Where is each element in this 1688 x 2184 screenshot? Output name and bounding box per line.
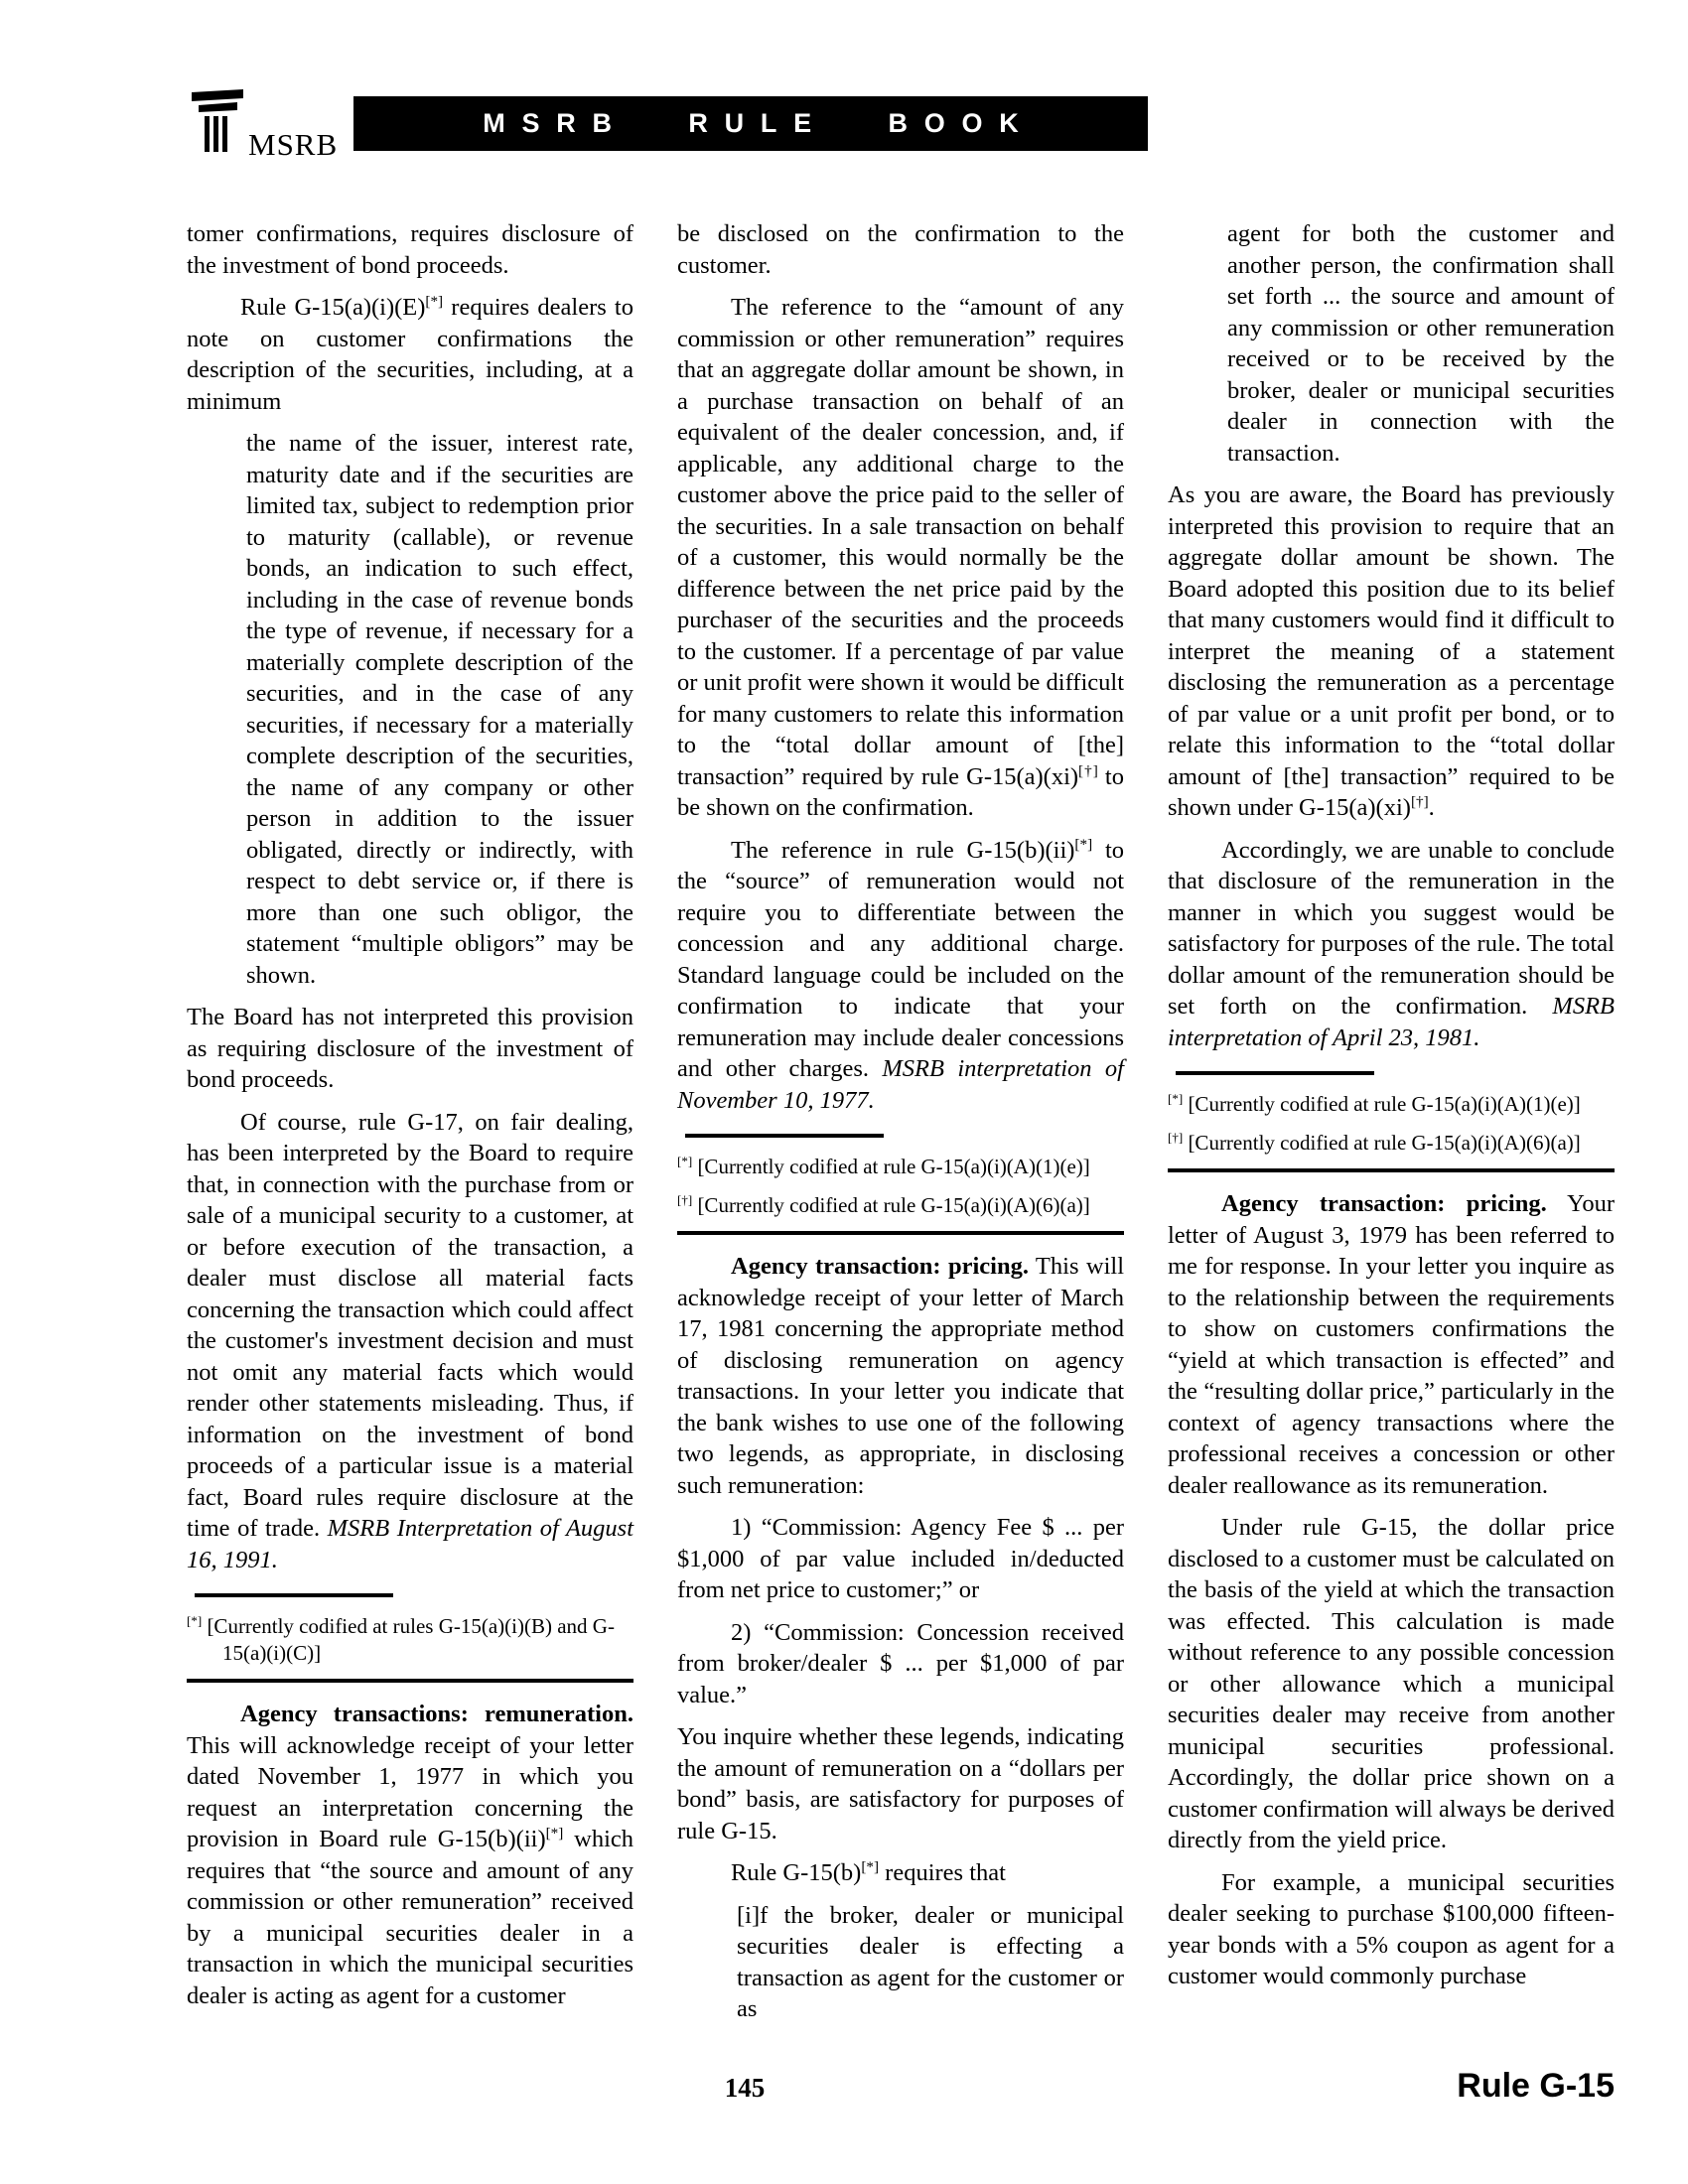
banner-title-bar — [353, 96, 1148, 151]
footnote-marker-dagger: [†] — [1410, 792, 1429, 810]
rule-text-quote-continuation: agent for both the customer and another person, the confirmation shall set forth ... the source and amount of any commission or other remuneration received or to be received by the broker, dealer or municipal securities dealer in connection with the transaction. — [1227, 220, 1615, 467]
agency-transaction-pricing-paragraph: Agency transaction: pricing. This will acknowledge receipt of your letter of March 17, 1981 concerning the appropriate method of disclosing remuneration on agency transactions. In your letter you indicate that the bank wishes to use one of the following two legends, as appropriate, in disclosing such remuneration: — [677, 1253, 1125, 1499]
page-body — [187, 218, 1617, 2036]
continuation-paragraph: tomer confirmations, requires disclosure of the investment of bond proceeds. — [187, 220, 633, 279]
section-divider — [187, 1679, 633, 1683]
section-divider — [1168, 1168, 1615, 1172]
rule-g15b-paragraph: Rule G-15(b)[*] requires that — [731, 1857, 1006, 1886]
rule-g15-description-paragraph: Rule G-15(a)(i)(E)[*] requires dealers to note on customer confirmations the description of the securities, including, at a minimum — [187, 292, 633, 415]
footnote-marker-star: [*] — [425, 292, 444, 310]
footnote-dagger: [†] [Currently codified at rule G-15(a)(i)(A)(6)(a)] — [677, 1192, 1090, 1217]
interpretation-citation: MSRB interpretation of April 23, 1981. — [1168, 993, 1615, 1051]
footnote-marker-star: [*] — [1074, 835, 1093, 853]
section-divider — [677, 1231, 1124, 1235]
board-interpretation-paragraph: The Board has not interpreted this provision as requiring disclosure of the investment of bond proceeds. — [187, 1004, 633, 1093]
footnote-star: [*] [Currently codified at rules G-15(a)(i)(B) and G-15(a)(i)(C)] — [187, 1613, 615, 1665]
footnote-marker-star: [*] — [677, 1154, 693, 1168]
agency-transactions-remuneration-paragraph: Agency transactions: remuneration. This will acknowledge receipt of your letter dated November 1, 1977 in which you request an interpretation concerning the provision in Board rule G-15(b)(ii)[*] which requires that “the source and amount of any commission or other remuneration” received by a municipal securities dealer in a transaction in which the municipal securities dealer is acting as agent for a customer — [187, 1701, 633, 2009]
section-heading: Agency transactions: remuneration. — [240, 1701, 633, 1727]
footnote-separator — [1176, 1071, 1374, 1075]
legend-1-paragraph: 1) “Commission: Agency Fee $ ... per $1,000 of par value included in/deducted from net price to customer;” or — [677, 1514, 1124, 1603]
page-number: 145 — [724, 2073, 766, 2103]
agency-transaction-pricing-paragraph: Agency transaction: pricing. Your letter of August 3, 1979 has been referred to me for response. In your letter you inquire as to the relationship between the requirements to show on customers confirmations the “yield at which transaction is effected” and the “resulting dollar price,” particularly in the context of agency transactions where the professional receives a concession or other dealer reallowance as its remuneration. — [1168, 1190, 1616, 1499]
msrb-logo — [192, 89, 339, 162]
footnote-separator — [195, 1593, 393, 1597]
column-icon — [192, 89, 243, 153]
source-of-remuneration-paragraph: The reference in rule G-15(b)(ii)[*] to the “source” of remuneration would not require you to differentiate between the concession and any additional charge. Standard language could be included on the confirmation to indicate that your remuneration may include dealer concessions and other charges. MSRB interpretation of November 10, 1977. — [677, 835, 1125, 1114]
rule-text-quote: [i]f the broker, dealer or municipal securities dealer is effecting a transaction as agent for the customer or as — [737, 1901, 1124, 2022]
accordingly-paragraph: Accordingly, we are unable to conclude that disclosure of the remuneration in the manner in which you suggest would be satisfactory for purposes of the rule. The total dollar amount of the remuneration should be set forth on the confirmation. MSRB interpretation of April 23, 1981. — [1168, 836, 1615, 1051]
footnote-marker-dagger: [†] — [1168, 1130, 1184, 1145]
footnote-marker-dagger: [†] — [677, 1192, 693, 1207]
footnote-marker-star: [*] — [545, 1824, 564, 1842]
securities-description-quote: the name of the issuer, interest rate, maturity date and if the securities are limited tax, subject to redemption prior to maturity (callable), or revenue bonds, an indication to such effect, including in the case of revenue bonds the type of revenue, if necessary for a materially complete description of the securities, and in the case of any securities, if necessary for a materially complete description of the securities, the name of any company or other person in addition to the issuer obligated, directly or indirectly, with respect to debt service or, if there is more than one such obligor, the statement “multiple obligors” may be shown. — [246, 430, 633, 989]
example-paragraph: For example, a municipal securities dealer seeking to purchase $100,000 fifteen-year bonds with a 5% coupon as agent for a customer would commonly purchase — [1168, 1868, 1615, 1989]
inquiry-paragraph: You inquire whether these legends, indicating the amount of remuneration on a “dollars per bond” basis, are satisfactory for purposes of rule G-15. — [677, 1723, 1124, 1844]
board-previous-interpretation-paragraph: As you are aware, the Board has previously interpreted this provision to require that an aggregate dollar amount be shown. The Board adopted this position due to its belief that many customers would find it difficult to interpret the meaning of a statement disclosing the remuneration as a percentage of par value or a unit profit per bond, or to relate this information to the “total dollar amount of [the] transaction” required to be shown under G-15(a)(xi)[†]. — [1168, 481, 1615, 821]
footnote-dagger: [†] [Currently codified at rule G-15(a)(i)(A)(6)(a)] — [1168, 1130, 1581, 1155]
section-heading: Agency transaction: pricing. — [1221, 1190, 1547, 1217]
rule-g17-paragraph: Of course, rule G-17, on fair dealing, has been interpreted by the Board to require that, in connection with the purchase from or sale of a municipal security to a customer, at or before execution of the transaction, a dealer must disclose all material facts concerning the transaction which could affect the customer's investment decision and must not omit any material facts which would render other statements misleading. Thus, if information on the investment of bond proceeds of a particular issue is a material fact, Board rules require disclosure at the time of trade. MSRB Interpretation of August 16, 1991. — [187, 1108, 634, 1573]
footnote-marker-star: [*] — [861, 1857, 880, 1875]
rule-label: Rule G-15 — [1457, 2067, 1615, 2105]
footnote-star: [*] [Currently codified at rule G-15(a)(i)(A)(1)(e)] — [1168, 1091, 1581, 1116]
footnote-marker-dagger: [†] — [1078, 761, 1098, 779]
continuation-paragraph: be disclosed on the confirmation to the customer. — [677, 220, 1124, 279]
footnote-marker-star: [*] — [1168, 1091, 1184, 1106]
column-3 — [1168, 218, 1615, 2036]
footnote-separator — [685, 1134, 884, 1138]
legend-2-paragraph: 2) “Commission: Concession received from broker/dealer $ ... per $1,000 of par value.” — [677, 1618, 1124, 1708]
amount-of-commission-paragraph: The reference to the “amount of any commission or other remuneration” requires that an aggregate dollar amount be shown, in a purchase transaction on behalf of an equivalent of the dealer concession, and, if applicable, any additional charge to the customer above the price paid to the seller of the securities. In a sale transaction on behalf of a customer, this would normally be the difference between the net price paid by the purchaser of the securities and the proceeds to the customer. If a percentage of par value or unit profit were shown it would be difficult for many customers to relate this information to the “total dollar amount of [the] transaction” required by rule G-15(a)(xi)[†] to be shown on the confirmation. — [677, 294, 1124, 821]
column-2 — [677, 218, 1124, 2036]
footnote-star: [*] [Currently codified at rule G-15(a)(i)(A)(1)(e)] — [677, 1154, 1090, 1178]
section-heading: Agency transaction: pricing. — [731, 1253, 1029, 1280]
interpretation-citation: MSRB interpretation of November 10, 1977. — [677, 1055, 1124, 1114]
footnote-marker-star: [*] — [187, 1613, 203, 1628]
under-rule-g15-paragraph: Under rule G-15, the dollar price disclosed to a customer must be calculated on the basis of the yield at which the transaction was effected. This calculation is made without reference to any possible concession or other allowance which a municipal securities dealer may receive from another municipal securities professional. Accordingly, the dollar price shown on a customer confirmation will always be derived directly from the yield price. — [1168, 1514, 1615, 1853]
banner-title: MSRB RULE BOOK — [483, 108, 1036, 138]
logo-wordmark: MSRB — [248, 127, 339, 162]
interpretation-citation: MSRB Interpretation of August 16, 1991. — [187, 1515, 634, 1573]
column-1 — [187, 218, 633, 2036]
